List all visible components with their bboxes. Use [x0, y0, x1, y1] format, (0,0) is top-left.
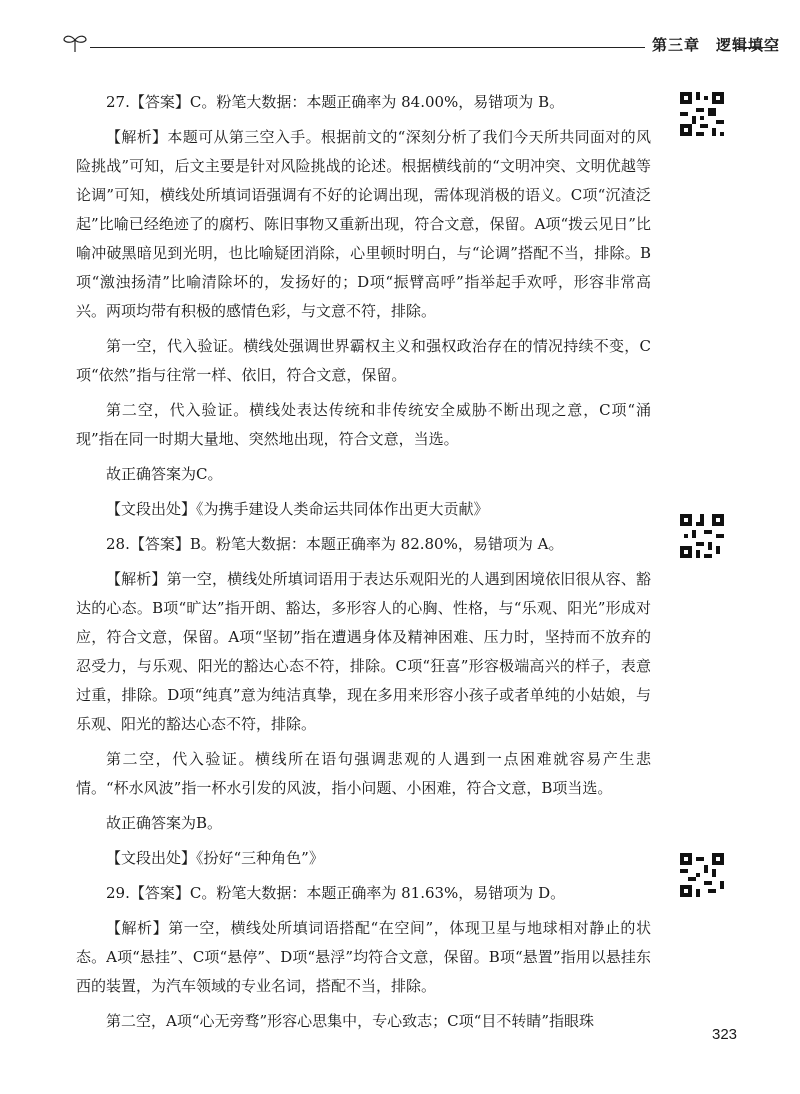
q27-blank2: 第二空，代入验证。横线处表达传统和非传统安全威胁不断出现之意，C项“涌现”指在同一时期大量地、突然地出现，符合文意，当选。: [76, 401, 651, 448]
header-rule: [90, 47, 645, 48]
q27-answer-line: 27.【答案】C。粉笔大数据：本题正确率为 84.00%，易错项为 B。: [106, 93, 565, 111]
q29-analysis: 【解析】第一空，横线处所填词语搭配“在空间”，体现卫星与地球相对静止的状态。A项“悬挂”、C项“悬停”、D项“悬浮”均符合文意，保留。B项“悬置”指用以悬挂东西的装置，为汽车领域的专业名词，搭配不当，排除。: [76, 919, 651, 995]
q27-blank1: 第一空，代入验证。横线处强调世界霸权主义和强权政治存在的情况持续不变，C项“依然”指与往常一样、依旧，符合文意，保留。: [76, 337, 651, 384]
q29-answer-line: 29.【答案】C。粉笔大数据：本题正确率为 81.63%，易错项为 D。: [106, 884, 566, 902]
sprout-icon: [62, 30, 88, 54]
page-content: [76, 88, 651, 1042]
header-rule-tail: [738, 47, 778, 48]
q27-analysis: 【解析】本题可从第三空入手。根据前文的“深刻分析了我们今天所共同面对的风险挑战”可知，后文主要是针对风险挑战的论述。根据横线前的“文明冲突、文明优越等论调”可知，横线处所填词语强调有不好的论调出现，需体现消极的语义。C项“沉渣泛起”比喻已经绝迹了的腐朽、陈旧事物又重新出现，符合文意，保留。A项“拨云见日”比喻冲破黑暗见到光明，也比喻疑团消除，心里顿时明白，与“论调”搭配不当，排除。B项“激浊扬清”比喻清除坏的，发扬好的；D项“振臂高呼”指举起手欢呼，形容非常高兴。两项均带有积极的感情色彩，与文意不符，排除。: [76, 128, 651, 320]
chapter-title: 第三章 逻辑填空: [652, 36, 781, 54]
qr-code-icon[interactable]: [680, 514, 724, 558]
q27-source: 【文段出处】《为携手建设人类命运共同体作出更大贡献》: [106, 500, 489, 518]
q28-analysis: 【解析】第一空，横线处所填词语用于表达乐观阳光的人遇到困境依旧很从容、豁达的心态。B项“旷达”指开朗、豁达，多形容人的心胸、性格，与“乐观、阳光”形成对应，符合文意，保留。A项“坚韧”指在遭遇身体及精神困难、压力时，坚持而不放弃的忍受力，与乐观、阳光的豁达心态不符，排除。C项“狂喜”形容极端高兴的样子，表意过重，排除。D项“纯真”意为纯洁真挚，现在多用来形容小孩子或者单纯的小姑娘，与乐观、阳光的豁达心态不符，排除。: [76, 570, 651, 733]
q28-source: 【文段出处】《扮好“三种角色”》: [106, 849, 324, 867]
q29-blank2: 第二空，A项“心无旁骛”形容心思集中，专心致志；C项“目不转睛”指眼珠: [106, 1012, 594, 1030]
q27-conclusion: 故正确答案为C。: [106, 465, 223, 483]
page-number: 323: [712, 1026, 738, 1043]
q28-answer-line: 28.【答案】B。粉笔大数据：本题正确率为 82.80%，易错项为 A。: [106, 535, 564, 553]
page-header: [62, 30, 781, 60]
qr-code-icon[interactable]: [680, 92, 724, 136]
qr-code-icon[interactable]: [680, 853, 724, 897]
q28-conclusion: 故正确答案为B。: [106, 814, 223, 832]
q28-blank2: 第二空，代入验证。横线所在语句强调悲观的人遇到一点困难就容易产生悲情。“杯水风波”指一杯水引发的风波，指小问题、小困难，符合文意，B项当选。: [76, 750, 651, 797]
